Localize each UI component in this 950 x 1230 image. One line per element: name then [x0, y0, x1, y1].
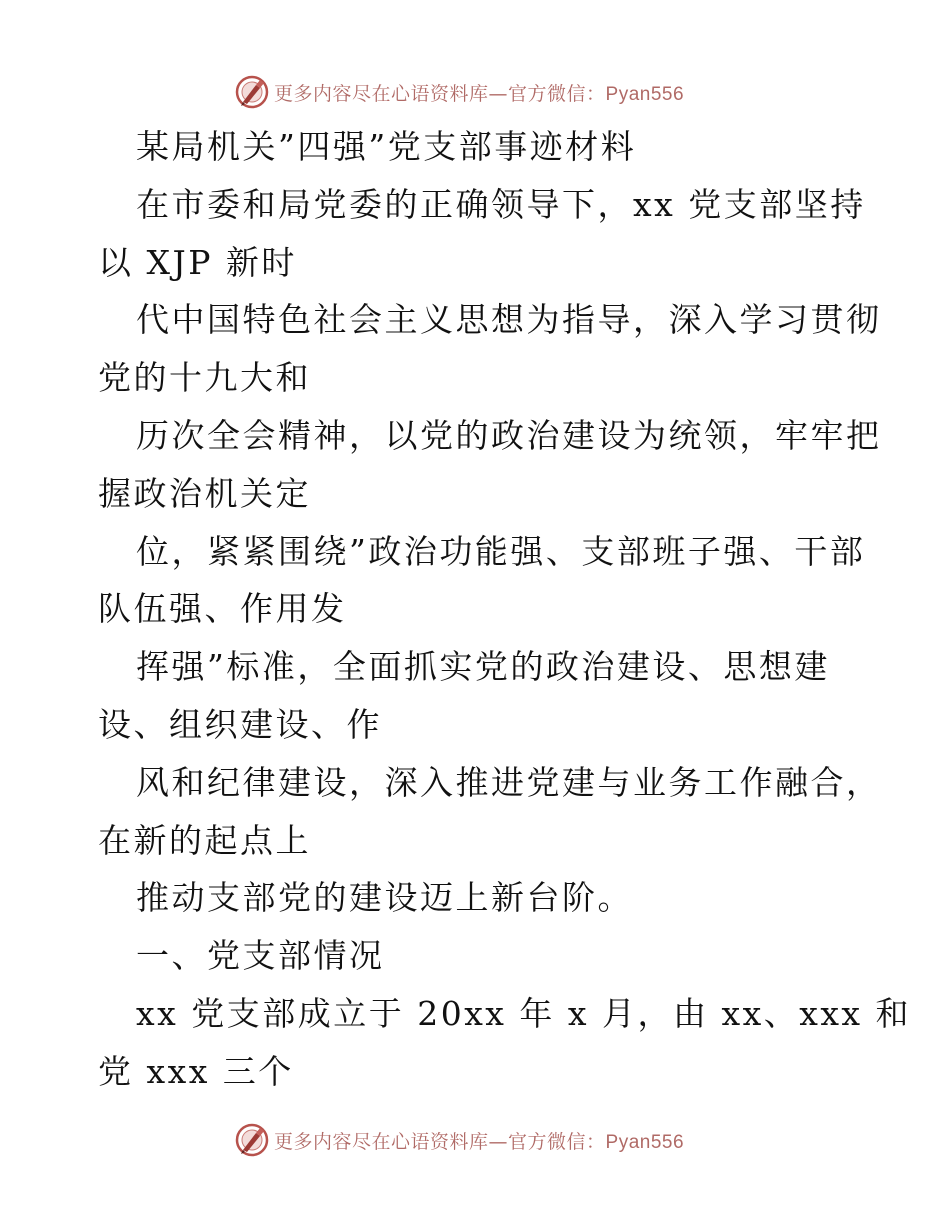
pen-logo-icon: [234, 1122, 270, 1158]
document-line: 党 xxx 三个: [98, 1051, 294, 1091]
watermark-handle: Pyan556: [605, 1131, 685, 1153]
document-line: 历次全会精神，以党的政治建设为统领，牢牢把: [136, 415, 882, 455]
document-line: 一、党支部情况: [136, 936, 385, 976]
watermark-dash: —: [488, 82, 509, 105]
document-line: 某局机关”四强”党支部事迹材料: [136, 127, 637, 166]
pen-logo-icon: [234, 74, 270, 110]
watermark-banner-top: [234, 72, 684, 112]
document-line: 党的十九大和: [98, 358, 311, 398]
document-line: 队伍强、作用发: [98, 589, 347, 629]
document-line: 位，紧紧围绕”政治功能强、支部班子强、干部: [136, 531, 866, 571]
document-line: 风和纪律建设，深入推进党建与业务工作融合，: [136, 762, 882, 802]
document-line: 以 XJP 新时: [98, 242, 297, 282]
watermark-official-label: 官方微信：: [508, 82, 606, 105]
watermark-banner-bottom: [234, 1120, 684, 1160]
document-line: 在市委和局党委的正确领导下，xx 党支部坚持: [136, 184, 866, 224]
watermark-dash: —: [488, 1130, 509, 1153]
document-line: 设、组织建设、作: [98, 704, 382, 744]
watermark-text: [274, 79, 684, 106]
document-line: 在新的起点上: [98, 820, 311, 860]
document-line: 挥强”标准，全面抓实党的政治建设、思想建: [136, 647, 830, 687]
document-line: 推动支部党的建设迈上新台阶。: [136, 878, 633, 918]
watermark-site-name: 更多内容尽在心语资料库: [274, 1130, 489, 1153]
document-line: 握政治机关定: [98, 473, 311, 513]
document-body: [98, 118, 912, 1101]
document-line: 代中国特色社会主义思想为指导，深入学习贯彻: [136, 300, 882, 340]
document-line: xx 党支部成立于 20xx 年 x 月，由 xx、xxx 和: [136, 993, 912, 1033]
watermark-text: [274, 1127, 684, 1154]
watermark-site-name: 更多内容尽在心语资料库: [274, 82, 489, 105]
watermark-official-label: 官方微信：: [508, 1130, 606, 1153]
watermark-handle: Pyan556: [605, 83, 685, 105]
